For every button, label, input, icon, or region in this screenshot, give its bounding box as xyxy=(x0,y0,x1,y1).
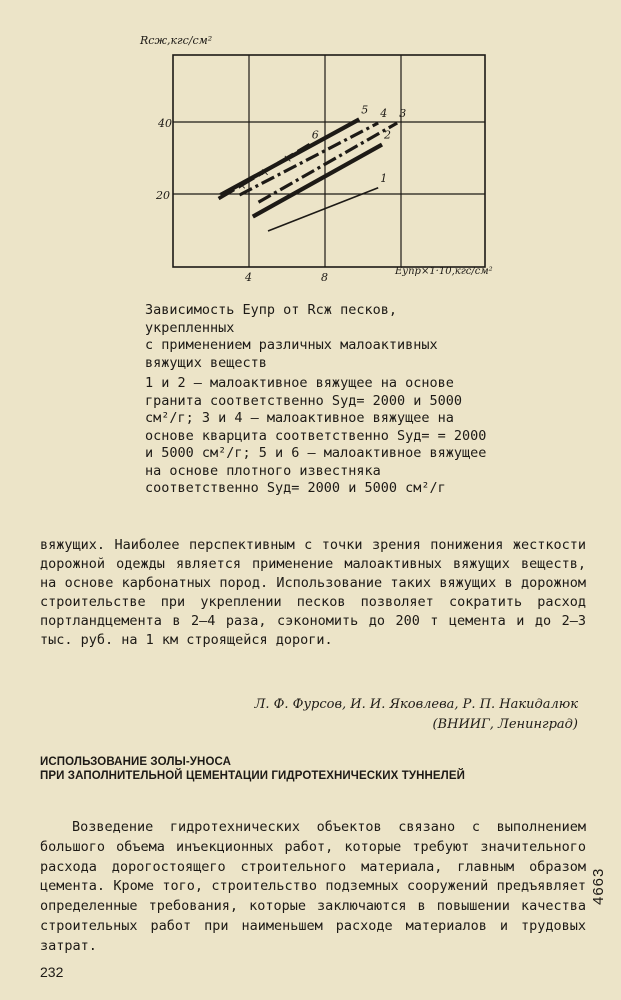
archive-stamp-number: 4663 xyxy=(590,867,607,905)
page-number: 232 xyxy=(40,964,64,980)
caption-title-line: с применением различных малоактивных xyxy=(145,337,438,353)
series-label: 6 xyxy=(311,128,319,142)
series-label: 1 xyxy=(380,171,388,185)
authors-block xyxy=(255,695,578,735)
y-axis-label: Rсж,кгс/см² xyxy=(140,34,213,47)
series-label: 5 xyxy=(361,103,369,117)
paragraph: Возведение гидротехнических объектов связано с выполнением большого объема инъекционных работ, которые требуют значительного расхода дорогостоящего строительного материала, главным образом цемента. Кроме того, строительство подземных сооружений предъявляет определенные требования, которые заключаются в повышении качества строительных работ при наименьшем расходе материалов и трудовых затрат. xyxy=(40,819,586,954)
author-names: Л. Ф. Фурсов, И. И. Яковлева, Р. П. Накидалюк xyxy=(254,697,578,712)
figure-caption xyxy=(145,302,490,498)
x-tick-label: 4 xyxy=(245,271,252,284)
x-tick-label: 8 xyxy=(321,271,328,284)
caption-title-line: вяжущих веществ xyxy=(145,354,267,371)
series-label: 3 xyxy=(399,107,407,120)
series-marker: × xyxy=(237,179,247,193)
x-axis-label: Eупр×1·10,кгс/см² xyxy=(395,266,493,277)
y-tick-label: 40 xyxy=(158,117,172,130)
heading-line: ИСПОЛЬЗОВАНИЕ ЗОЛЫ-УНОСА xyxy=(40,756,232,768)
caption-legend: 1 и 2 – малоактивное вяжущее на основе гранита соответственно Sуд= 2000 и 5000 см²/г; 3 и 4 – малоактивное вяжущее на основе кварцита соответственно Sуд= = 2000 и 5000 см²/г; 5 и 6 – малоактивное вяжущее на основе плотного известняка соответственно Sуд= 2000 и 5000 см²/г xyxy=(145,375,487,496)
series-label: 2 xyxy=(384,128,391,142)
body-text-continued xyxy=(40,536,586,650)
paragraph: вяжущих. Наиболее перспективным с точки зрения понижения жесткости дорожной одежды является применение малоактивных вяжущих веществ, на основе карбонатных пород. Использование таких вяжущих в дорожном строительстве при укреплении песков позволяет сократить расход портландцемента в 2–4 раза, сэкономить до 200 т цемента и до 2–3 тыс. руб. на 1 км строящейся дороги. xyxy=(40,537,586,648)
article-heading xyxy=(40,755,465,783)
series-marker: × xyxy=(283,152,293,166)
series-marker: × xyxy=(260,165,270,179)
series-label: 4 xyxy=(380,107,388,120)
chart xyxy=(0,0,621,300)
y-tick-label: 20 xyxy=(156,189,170,202)
article-body xyxy=(40,818,586,957)
caption-title-line: Зависимость Eупр от Rсж песков, укрепленных xyxy=(145,302,397,336)
heading-line: ПРИ ЗАПОЛНИТЕЛЬНОЙ ЦЕМЕНТАЦИИ ГИДРОТЕХНИЧЕСКИХ ТУННЕЛЕЙ xyxy=(40,770,465,782)
author-organization: (ВНИИГ, Ленинград) xyxy=(432,717,578,732)
